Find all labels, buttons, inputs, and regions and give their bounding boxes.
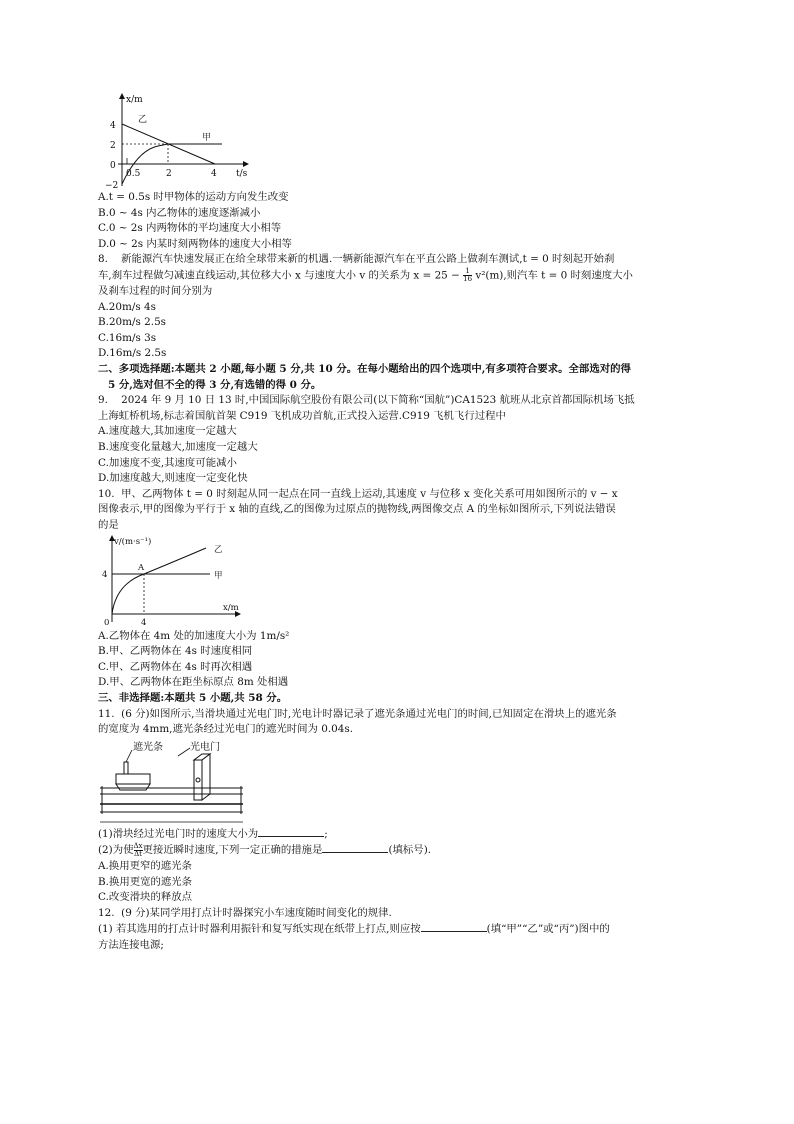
option: B.0 ~ 4s 内乙物体的速度逐渐减小 [98,206,261,219]
question-12-stem: 12. (9 分)某同学用打点计时器探究小车速度随时间变化的规律. [98,906,392,919]
question-9-stem-2: 上海虹桥机场,标志着国航首架 C919 飞机成功首航,正式投入运营.C919 飞机飞行过程中 [98,409,506,422]
question-11-sub-1: (1)滑块经过光电门时的速度大小为 ; [98,827,328,840]
origin-label: 0 [104,617,110,628]
option: B.换用更宽的遮光条 [98,875,193,888]
x-axis-label: t/s [236,169,248,179]
label-photogate: 光电门 [190,741,220,753]
x-tick: 2 [166,169,172,179]
point-a-label: A [138,562,145,573]
question-8-stem-2: 车,刹车过程做匀减速直线运动,其位移大小 x 与速度大小 v 的关系为 x = 25 − $\frac{1}{16}$ v²(m),则汽车 t = 0 时刻速度大小 [98,266,633,283]
x-t-graph [98,90,258,190]
option: B.甲、乙两物体在 4s 时速度相同 [98,645,253,658]
label-jia: 甲 [214,570,223,581]
section-heading-2-cont: 5 分,选对但不全的得 3 分,有选错的得 0 分。 [108,378,322,391]
label-yi: 乙 [214,544,223,555]
answer-blank [421,921,487,932]
x-tick: 4 [141,617,147,628]
option: C.16m/s 3s [98,331,157,344]
x-axis-label: x/m [223,602,239,613]
option: C.加速度不变,其速度可能减小 [98,456,237,469]
option: B.速度变化量越大,加速度一定越大 [98,441,258,453]
question-11-stem-2: 的宽度为 4mm,遮光条经过光电门的遮光时间为 0.04s. [98,723,354,736]
option: B.20m/s 2.5s [98,316,167,329]
label-jia: 甲 [202,133,212,143]
v-x-graph [98,534,248,629]
option: A.乙物体在 4m 处的加速度大小为 1m/s² [98,629,290,642]
answer-blank [322,842,388,853]
photogate-diagram [98,738,248,826]
y-tick: 2 [110,141,116,151]
option: C.0 ~ 2s 内两物体的平均速度大小相等 [98,222,282,235]
label-light-strip: 遮光条 [133,741,163,753]
option: A.20m/s 4s [98,300,156,313]
fraction: $\frac{1}{16}$ [463,266,473,283]
question-12-sub-1-cont: 方法连接电源; [98,938,164,951]
option: A.速度越大,其加速度一定越大 [98,425,237,438]
x-tick: 4 [211,169,217,179]
exam-page [98,90,698,953]
question-11-sub-2: (2)为使 $\frac{\Delta x}{\Delta t}$ 更接近瞬时速度,下列一定正确的措施是 (填标号). [98,841,432,858]
option: D.加速度越大,则速度一定变化快 [98,472,248,485]
option: A.换用更窄的遮光条 [98,859,192,872]
question-10-stem-3: 的是 [98,518,119,531]
question-11-stem: 11. (6 分)如图所示,当滑块通过光电门时,光电计时器记录了遮光条通过光电门的时间,已知固定在滑块上的遮光条 [98,707,617,720]
y-tick: 4 [110,121,116,131]
question-10-stem: 10. 甲、乙两物体 t = 0 时刻起从同一起点在同一直线上运动,其速度 v 与位移 x 变化关系可用如图所示的 v − x [98,487,618,500]
question-8-stem-3: 及刹车过程的时间分别为 [98,285,213,298]
y-axis-label: x/m [126,95,143,105]
question-12-sub-1: (1) 若其选用的打点计时器利用振针和复写纸实现在纸带上打点,则应按 (填“甲”“乙”或“丙”)图中的 [98,923,610,936]
option: D.0 ~ 2s 内某时刻两物体的速度大小相等 [98,237,292,250]
option: C.甲、乙两物体在 4s 时再次相遇 [98,660,253,673]
question-10-stem-2: 图像表示,甲的图像为平行于 x 轴的直线,乙的图像为过原点的抛物线,两图像交点 A 的坐标如图所示,下列说法错误 [98,503,616,516]
series-yi-curve [112,548,206,614]
section-heading-2: 二、多项选择题:本题共 2 小题,每小题 5 分,共 10 分。在每小题给出的四个选项中,有多项符合要求。全部选对的得 [98,363,631,376]
y-tick: 0 [110,161,116,171]
option: D.甲、乙两物体在距坐标原点 8m 处相遇 [98,676,289,689]
y-tick: −2 [105,181,119,190]
answer-blank [258,826,324,837]
y-tick: 4 [102,569,108,580]
option: D.16m/s 2.5s [98,347,167,360]
fraction: $\frac{\Delta x}{\Delta t}$ [133,841,143,858]
section-heading-3: 三、非选择题:本题共 5 小题,共 58 分。 [98,691,288,704]
label-yi: 乙 [138,115,148,125]
option: C.改变滑块的释放点 [98,891,193,904]
x-tick: 0.5 [126,169,141,179]
question-8-stem: 8. 新能源汽车快速发展正在给全球带来新的机遇.一辆新能源汽车在平直公路上做刹车测试,t = 0 时刻起开始刹 [98,253,615,266]
option: A.t = 0.5s 时甲物体的运动方向发生改变 [98,191,289,203]
y-axis-label: v/(m·s⁻¹) [114,536,152,547]
question-9-stem: 9. 2024 年 9 月 10 日 13 时,中国国际航空股份有限公司(以下简称“国航”)CA1523 航班从北京首都国际机场飞抵 [98,394,635,407]
